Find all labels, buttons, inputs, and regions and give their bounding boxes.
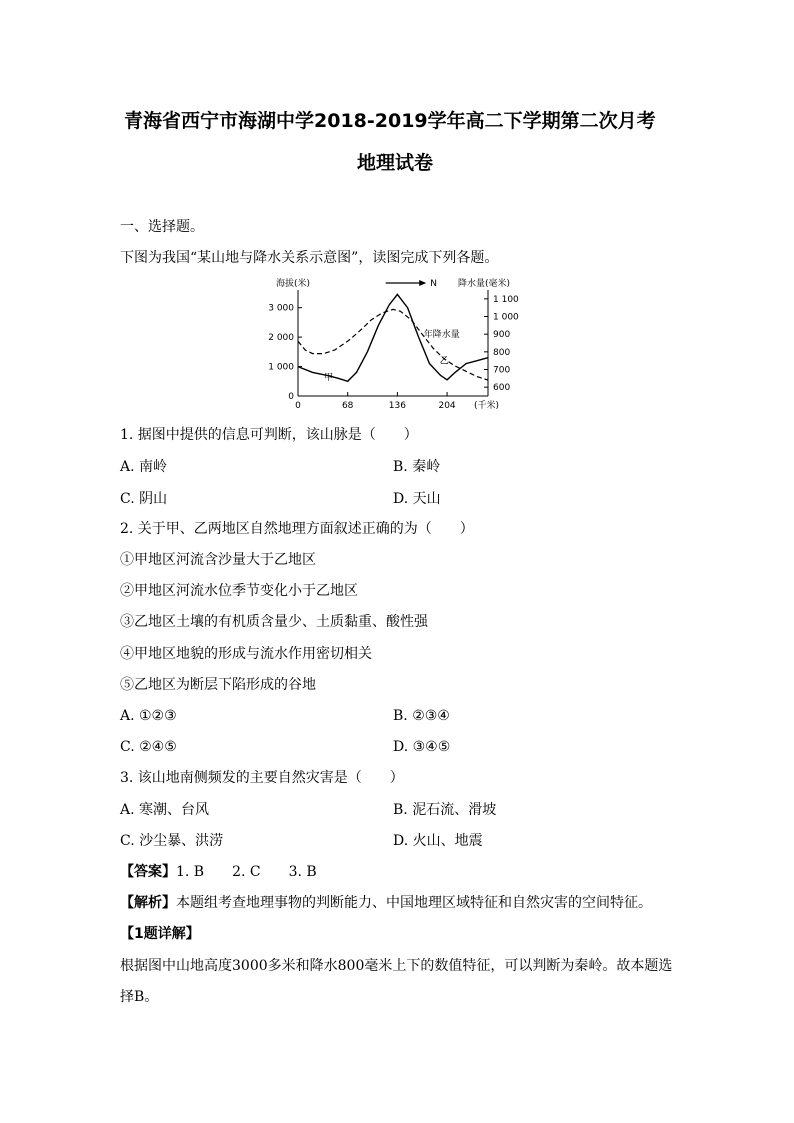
answer-text: 1. B 2. C 3. B [176,864,317,880]
intro-text: 下图为我国“某山地与降水关系示意图”，读图完成下列各题。 [120,250,499,266]
x-tick-label: 0 [295,401,301,411]
y-left-tick-label: 2 000 [268,333,294,344]
q1-option-d: D. 天山 [393,491,441,507]
section-heading: 一、选择题。 [120,219,204,235]
q2-option-c: C. ②④⑤ [120,739,177,755]
q2-option-d: D. ③④⑤ [393,739,451,755]
y-left-tick-label: 1 000 [268,362,294,373]
q1-option-b: B. 秦岭 [393,459,441,475]
direction-arrowhead [419,280,426,286]
q3-option-b: B. 泥石流、滑坡 [393,802,497,818]
detail-text: 根据图中山地高度3000多米和降水800毫米上下的数值特征，可以判断为秦岭。故本题选 [120,958,673,974]
y-left-tick-label: 3 000 [268,303,294,314]
question-1: 1. 据图中提供的信息可判断，该山脉是（ ） [120,427,418,443]
y-right-tick-label: 600 [493,383,511,394]
y-right-label: 降水量(毫米) [458,279,511,289]
page-subtitle: 地理试卷 [357,152,434,174]
answer-line [120,863,317,881]
analysis-line [120,894,652,912]
answer-tag: 【答案】 [120,864,176,880]
question-3: 3. 该山地南侧频发的主要自然灾害是（ ） [120,770,404,786]
q1-option-c: C. 阴山 [120,491,168,507]
q2-statement: ④甲地区地貌的形成与流水作用密切相关 [120,646,372,662]
analysis-text: 本题组考查地理事物的判断能力、中国地理区域特征和自然灾害的空间特征。 [176,895,652,911]
y-right-tick-label: 900 [493,330,511,341]
y-left-tick-label: 0 [288,392,294,402]
analysis-tag: 【解析】 [120,895,176,911]
y-right-tick-label: 1 100 [493,294,519,305]
direction-label: N [430,279,437,289]
x-tick-label: 204 [438,401,456,411]
q2-statement: ①甲地区河流含沙量大于乙地区 [120,552,316,568]
q3-option-d: D. 火山、地震 [393,833,483,849]
page-title: 青海省西宁市海湖中学2018-2019学年高二下学期第二次月考 [124,110,656,132]
detail-text-cont: 择B。 [120,989,159,1005]
y-left-label: 海拔(米) [276,279,311,289]
x-axis-unit: (千米) [474,401,500,411]
q2-statement: ③乙地区土壤的有机质含量少、土质黏重、酸性强 [120,614,428,630]
elevation-precipitation-chart [262,274,536,416]
question-2: 2. 关于甲、乙两地区自然地理方面叙述正确的为（ ） [120,521,474,537]
q2-statement: ②甲地区河流水位季节变化小于乙地区 [120,583,358,599]
q3-option-a: A. 寒潮、台风 [120,802,210,818]
q3-option-c: C. 沙尘暴、洪涝 [120,833,224,849]
region-label-yi: 乙 [439,356,449,367]
y-right-tick-label: 700 [493,365,511,376]
y-right-tick-label: 800 [493,347,511,358]
q1-option-a: A. 南岭 [120,459,168,475]
detail-heading: 【1题详解】 [120,926,200,942]
x-tick-label: 68 [341,401,354,411]
y-right-tick-label: 1 000 [493,312,519,323]
region-label-jia: 甲 [324,372,334,383]
x-tick-label: 136 [388,401,406,411]
q2-option-a: A. ①②③ [120,708,177,724]
q2-option-b: B. ②③④ [393,708,450,724]
series-label-precipitation: 年降水量 [423,330,460,341]
q2-statement: ⑤乙地区为断层下陷形成的谷地 [120,677,316,693]
